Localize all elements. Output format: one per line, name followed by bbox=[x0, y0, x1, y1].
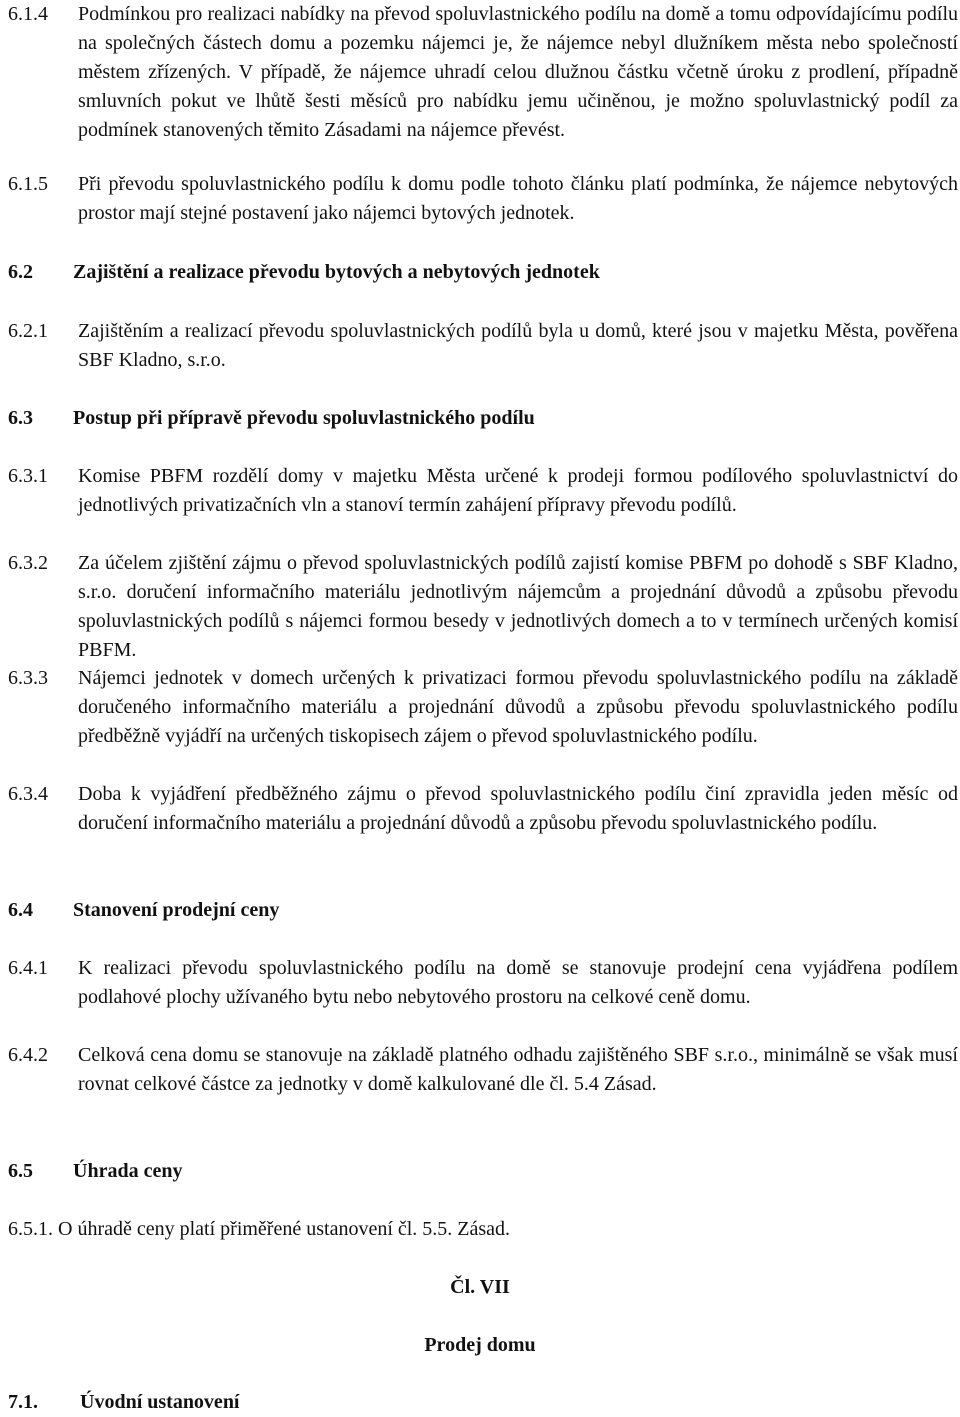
section-number: 6.5 bbox=[8, 1160, 33, 1182]
section-title: Stanovení prodejní ceny bbox=[73, 899, 280, 921]
paragraph-text: Nájemci jednotek v domech určených k privatizaci formou převodu spoluvlastnického podílu na základě doručeného informačního materiálu a projednání důvodů a způsobu převodu spoluvlastnického podílu předběžně vyjádří na určených tiskopisech zájem o převod spoluvlastnického podílu. bbox=[78, 667, 958, 747]
article-number: Čl. VII bbox=[450, 1276, 510, 1298]
paragraph-text: Za účelem zjištění zájmu o převod spoluvlastnických podílů zajistí komise PBFM po dohodě s SBF Kladno, s.r.o. doručení informačního materiálu jednotlivým nájemcům a projednání důvodů a způsobu převodu spoluvlastnických podílů s nájemci formou besedy v jednotlivých domech a to v termínech určených komisí PBFM. bbox=[78, 552, 958, 661]
paragraph-number: 6.3.2 bbox=[8, 552, 48, 574]
article-title: Prodej domu bbox=[424, 1334, 536, 1356]
paragraph-6-3-2 bbox=[8, 549, 958, 665]
paragraph-text: Doba k vyjádření předběžného zájmu o převod spoluvlastnického podílu činí zpravidla jeden měsíc od doručení informačního materiálu a projednání důvodů a způsobu převodu spoluvlastnického podílu. bbox=[78, 783, 958, 834]
paragraph-6-1-4 bbox=[8, 0, 958, 145]
paragraph-text: Celková cena domu se stanovuje na základě platného odhadu zajištěného SBF s.r.o., minimálně se však musí rovnat celkové částce za jednotky v domě kalkulované dle čl. 5.4 Zásad. bbox=[78, 1044, 958, 1095]
paragraph-6-3-3 bbox=[8, 664, 958, 751]
section-heading-7-1 bbox=[8, 1388, 958, 1417]
paragraph-6-2-1 bbox=[8, 317, 958, 375]
paragraph-text: Zajištěním a realizací převodu spoluvlastnických podílů byla u domů, které jsou v majetku Města, pověřena SBF Kladno, s.r.o. bbox=[78, 320, 958, 371]
section-heading-6-2 bbox=[8, 258, 958, 287]
section-title: Úhrada ceny bbox=[73, 1160, 183, 1182]
section-number: 6.4 bbox=[8, 899, 33, 921]
section-number: 7.1. bbox=[8, 1391, 38, 1413]
paragraph-number: 6.4.1 bbox=[8, 957, 48, 979]
paragraph-text: Při převodu spoluvlastnického podílu k domu podle tohoto článku platí podmínka, že nájemce nebytových prostor mají stejné postavení jako nájemci bytových jednotek. bbox=[78, 173, 958, 224]
section-title: Zajištění a realizace převodu bytových a nebytových jednotek bbox=[73, 261, 600, 283]
paragraph-6-4-1 bbox=[8, 954, 958, 1012]
paragraph-number: 6.3.4 bbox=[8, 783, 48, 805]
section-number: 6.3 bbox=[8, 407, 33, 429]
paragraph-6-1-5 bbox=[8, 170, 958, 228]
paragraph-number: 6.4.2 bbox=[8, 1044, 48, 1066]
section-title: Postup při přípravě převodu spoluvlastnického podílu bbox=[73, 407, 535, 429]
section-heading-6-5 bbox=[8, 1157, 958, 1186]
paragraph-6-4-2 bbox=[8, 1041, 958, 1099]
section-title: Úvodní ustanovení bbox=[80, 1391, 240, 1413]
paragraph-number: 6.1.5 bbox=[8, 173, 48, 195]
paragraph-number: 6.3.1 bbox=[8, 465, 48, 487]
paragraph-text: 6.5.1. O úhradě ceny platí přiměřené ustanovení čl. 5.5. Zásad. bbox=[8, 1218, 511, 1240]
section-heading-6-3 bbox=[8, 404, 958, 433]
paragraph-6-3-1 bbox=[8, 462, 958, 520]
paragraph-6-5-1 bbox=[8, 1215, 958, 1244]
paragraph-number: 6.1.4 bbox=[8, 3, 48, 25]
paragraph-number: 6.3.3 bbox=[8, 667, 48, 689]
paragraph-text: Komise PBFM rozdělí domy v majetku Města určené k prodeji formou podílového spoluvlastnictví do jednotlivých privatizačních vln a stanoví termín zahájení přípravy převodu podílů. bbox=[78, 465, 958, 516]
section-heading-6-4 bbox=[8, 896, 958, 925]
paragraph-6-3-4 bbox=[8, 780, 958, 838]
section-number: 6.2 bbox=[8, 261, 33, 283]
paragraph-number: 6.2.1 bbox=[8, 320, 48, 342]
paragraph-text: K realizaci převodu spoluvlastnického podílu na domě se stanovuje prodejní cena vyjádřena podílem podlahové plochy užívaného bytu nebo nebytového prostoru na celkové ceně domu. bbox=[78, 957, 958, 1008]
paragraph-text: Podmínkou pro realizaci nabídky na převod spoluvlastnického podílu na domě a tomu odpovídajícímu podílu na společných částech domu a pozemku nájemci je, že nájemce nebyl dlužníkem města nebo společností městem zřízených. V případě, že nájemce uhradí celou dlužnou částku včetně úroku z prodlení, případně smluvních pokut ve lhůtě šesti měsíců pro nabídku jemu učiněnou, je možno spoluvlastnický podíl za podmínek stanovených těmito Zásadami na nájemce převést. bbox=[78, 3, 958, 141]
